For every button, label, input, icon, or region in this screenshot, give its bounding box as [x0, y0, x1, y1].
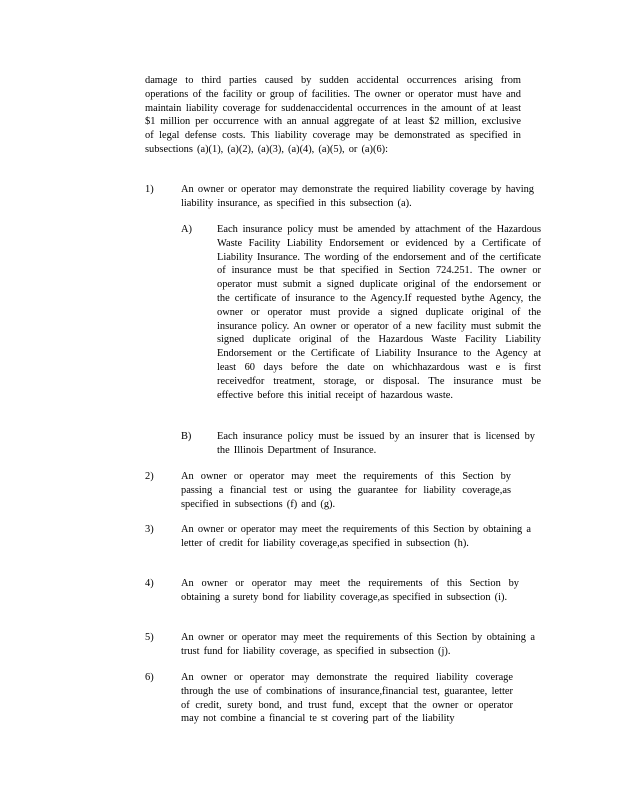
- subitem-text-b: Each insurance policy must be issued by an insurer that is licensed by the Illinois Department of Insurance.: [217, 431, 535, 456]
- intro-paragraph: damage to third parties caused by sudden accidental occurrences arising from operations of the facility or group of facilities. The owner or operator must have and maintain liability coverage for suddenaccidental occurrences in the amount of at least $1 million per occurrence with an annual aggregate of at least $2 million, exclusive of legal defense costs. This liability coverage may be demonstrated as specified in subsections (a)(1), (a)(2), (a)(3), (a)(4), (a)(5), or (a)(6):: [145, 75, 521, 155]
- subitem-text-a: Each insurance policy must be amended by attachment of the Hazardous Waste Facility Liability Endorsement or evidenced by a Certificate of Liability Insurance. The wording of the endorsement and of the certificate of insurance must be that specified in Section 724.251. The owner or operator must submit a signed duplicate original of the endorsement or the certificate of insurance to the Agency.If requested bythe Agency, the owner or operator must provide a signed duplicate original of the insurance policy. An owner or operator of a new facility must submit the signed duplicate original of the Hazardous Waste Facility Liability Endorsement or the Certificate of Liability Insurance to the Agency at least 60 days before the date on whichhazardous wast e is first receivedfor treatment, storage, or disposal. The insurance must be effective before this initial receipt of hazardous waste.: [217, 224, 541, 401]
- item-number-3: 3): [145, 524, 154, 535]
- item-text-5: An owner or operator may meet the requirements of this Section by obtaining a trust fund for liability coverage, as specified in subsection (j).: [181, 632, 535, 657]
- item-number-2: 2): [145, 471, 154, 482]
- item-text-1: An owner or operator may demonstrate the required liability coverage by having liability insurance, as specified in this subsection (a).: [181, 184, 534, 209]
- item-text-2: An owner or operator may meet the requirements of this Section by passing a financial test or using the guarantee for liability coverage,as specified in subsections (f) and (g).: [181, 471, 511, 510]
- item-text-4: An owner or operator may meet the requirements of this Section by obtaining a surety bond for liability coverage,as specified in subsection (i).: [181, 578, 519, 603]
- item-text-6: An owner or operator may demonstrate the required liability coverage through the use of combinations of insurance,financial test, guarantee, letter of credit, surety bond, and trust fund, except that the owner or operator may not combine a financial te st covering part of the liability: [181, 672, 513, 725]
- subitem-number-b: B): [181, 431, 192, 442]
- item-number-6: 6): [145, 672, 154, 683]
- item-number-4: 4): [145, 578, 154, 589]
- item-number-1: 1): [145, 184, 154, 195]
- subitem-number-a: A): [181, 224, 192, 235]
- item-text-3: An owner or operator may meet the requirements of this Section by obtaining a letter of credit for liability coverage,as specified in subsection (h).: [181, 524, 531, 549]
- item-number-5: 5): [145, 632, 154, 643]
